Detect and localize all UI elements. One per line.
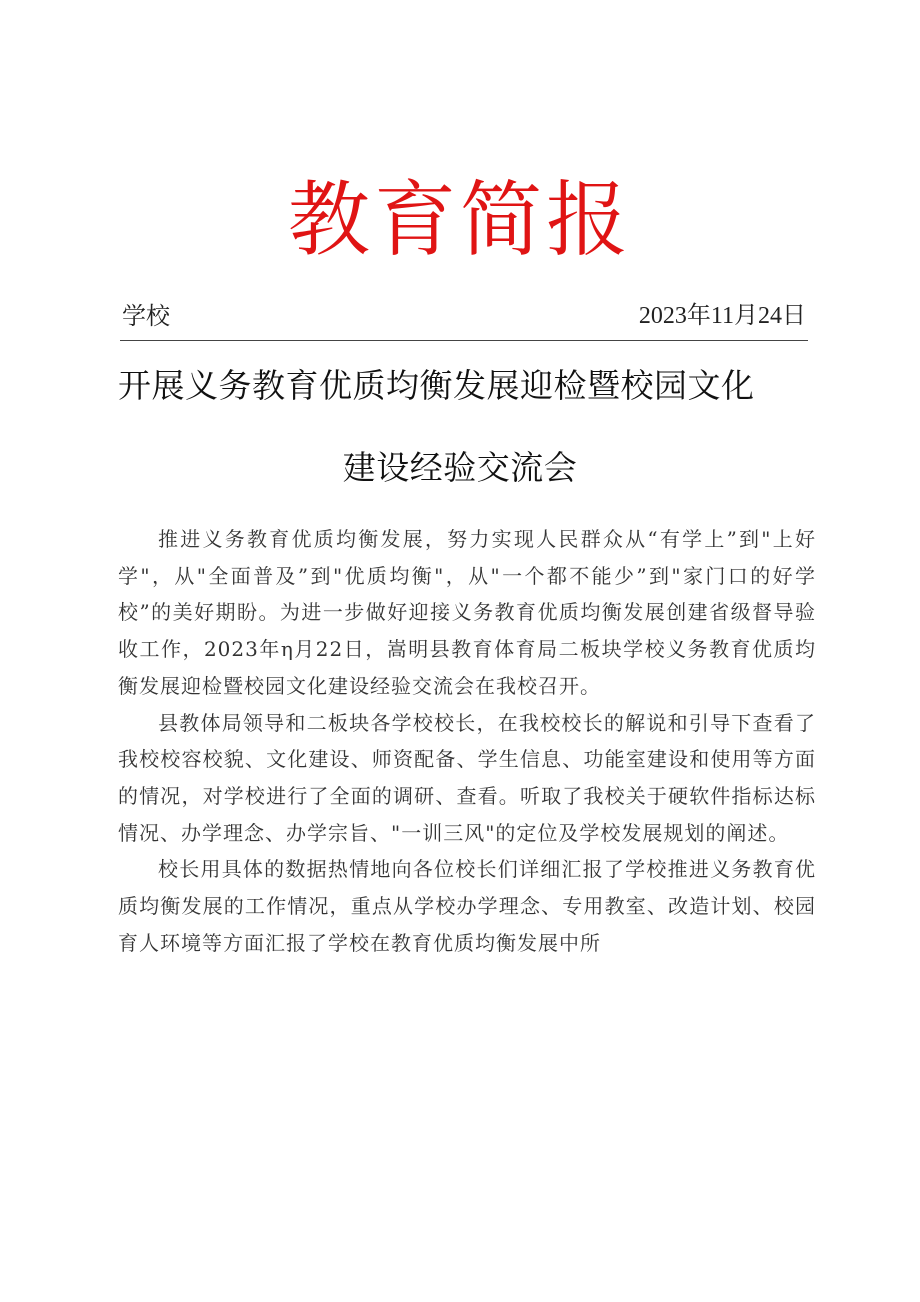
article-headline-line-1: 开展义务教育优质均衡发展迎检暨校园文化	[118, 366, 755, 405]
article-body	[118, 521, 816, 961]
source-label: 学校	[122, 302, 170, 330]
issue-date: 2023年11月24日	[638, 303, 806, 329]
article-headline-line-2: 建设经验交流会	[342, 448, 578, 487]
body-paragraph: 县教体局领导和二板块各学校校长，在我校校长的解说和引导下查看了我校校容校貌、文化建设、师资配备、学生信息、功能室建设和使用等方面的情况，对学校进行了全面的调研、查看。听取了我校关于硬软件指标达标情况、办学理念、办学宗旨、"一训三风"的定位及学校发展规划的阐述。	[118, 710, 816, 845]
body-paragraph: 校长用具体的数据热情地向各位校长们详细汇报了学校推进义务教育优质均衡发展的工作情况，重点从学校办学理念、专用教室、改造计划、校园育人环境等方面汇报了学校在教育优质均衡发展中所	[118, 857, 816, 955]
masthead-title: 教育简报	[287, 173, 632, 268]
meta-row	[120, 296, 808, 341]
body-paragraph: 推进义务教育优质均衡发展，努力实现人民群众从“有学上”到"上好学"，从"全面普及”到"优质均衡"，从"一个都不能少”到"家门口的好学校”的美好期盼。为进一步做好迎接义务教育优质均衡发展创建省级督导验收工作，2023年η月22日，嵩明县教育体育局二板块学校义务教育优质均衡发展迎检暨校园文化建设经验交流会在我校召开。	[118, 527, 816, 698]
